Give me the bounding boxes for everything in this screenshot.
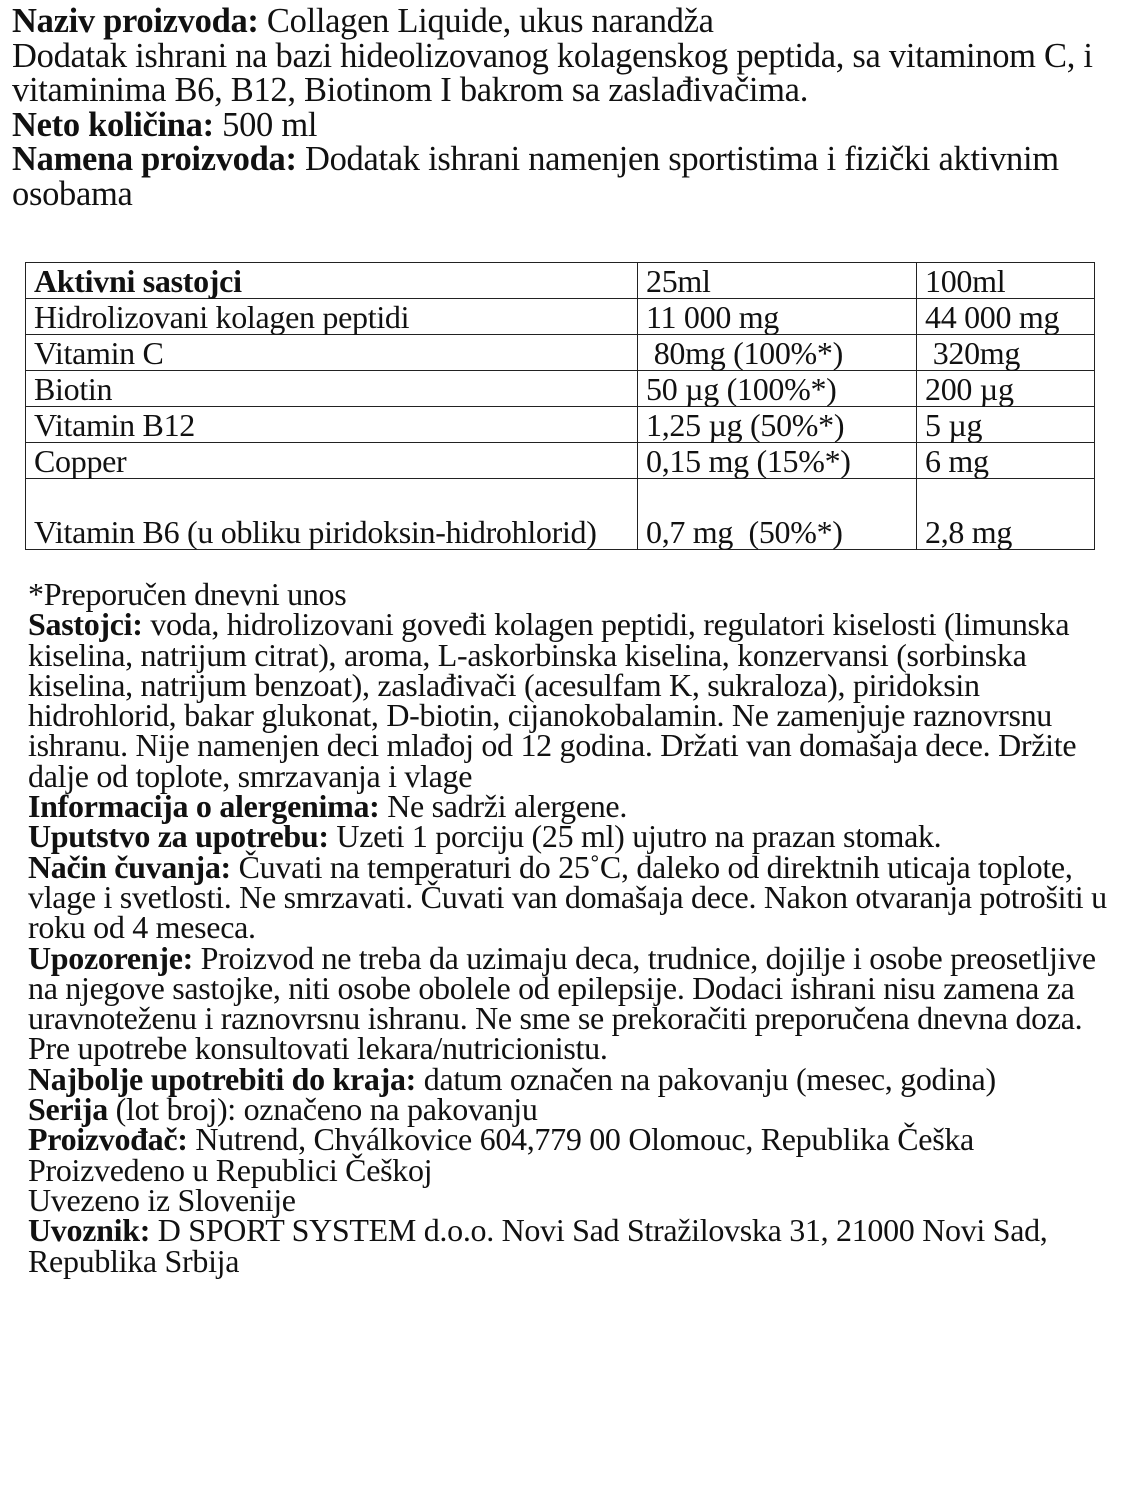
ingredient-25ml: 11 000 mg <box>638 299 917 335</box>
table-row <box>26 335 1095 371</box>
manufacturer-section <box>28 1121 1118 1158</box>
storage-section <box>28 848 1118 946</box>
allergen-section <box>28 788 1118 825</box>
product-header <box>12 4 1112 211</box>
ingredient-100ml: 200 µg <box>917 371 1095 407</box>
ingredient-25ml: 50 µg (100%*) <box>638 371 917 407</box>
usage-section <box>28 818 1118 855</box>
table-row <box>26 371 1095 407</box>
importer-label: Uvoznik: <box>28 1212 151 1249</box>
importer-section <box>28 1212 1118 1279</box>
ingredient-25ml: 1,25 µg (50%*) <box>638 407 917 443</box>
table-row <box>26 443 1095 479</box>
product-purpose-label: Namena proizvoda: <box>12 140 297 178</box>
produced-in: Proizvedeno u Republici Češkoj <box>28 1151 433 1188</box>
table-row <box>26 479 1095 550</box>
product-purpose-line <box>12 142 1112 211</box>
ingredients-section <box>28 606 1118 794</box>
footnote: *Preporučen dnevni unos <box>28 576 347 612</box>
ingredient-25ml: 0,15 mg (15%*) <box>638 443 917 479</box>
importer-text: D SPORT SYSTEM d.o.o. Novi Sad Stražilovska 31, 21000 Novi Sad, Republika Srbija <box>28 1212 1048 1279</box>
allergen-text: Ne sadrži alergene. <box>387 788 628 825</box>
best-before-label: Najbolje upotrebiti do kraja: <box>28 1060 417 1097</box>
warning-section <box>28 939 1118 1067</box>
product-description: Dodatak ishrani na bazi hideolizovanog kolagenskog peptida, sa vitaminom C, i vitaminima B6, B12, Biotinom I bakrom sa zaslađivačima. <box>12 36 1093 109</box>
warning-label: Upozorenje: <box>28 939 193 976</box>
ingredient-name: Hidrolizovani kolagen peptidi <box>26 299 638 335</box>
net-quantity-value: 500 ml <box>222 105 318 144</box>
table-header-25ml: 25ml <box>638 263 917 299</box>
usage-text: Uzeti 1 porciju (25 ml) ujutro na prazan stomak. <box>336 818 942 855</box>
manufacturer-label: Proizvođač: <box>28 1121 188 1158</box>
warning-text: Proizvod ne treba da uzimaju deca, trudnice, dojilje i osobe preosetljive na njegove sastojke, niti osobe obolele od epilepsije. Dodaci ishrani nisu zamena za uravnoteženu i raznovrsnu ishranu. Ne sme se prekoračiti preporučena dnevna doza. Pre upotrebe konsultovati lekara/nutricionistu. <box>28 939 1096 1067</box>
manufacturer-text: Nutrend, Chválkovice 604,779 00 Olomouc, Republika Češka <box>195 1121 974 1158</box>
best-before-section <box>28 1060 1118 1097</box>
ingredient-25ml: 0,7 mg (50%*) <box>638 479 917 550</box>
best-before-text: datum označen na pakovanju (mesec, godina) <box>423 1060 996 1097</box>
ingredient-name: Copper <box>26 443 638 479</box>
ingredients-text: voda, hidrolizovani goveđi kolagen peptidi, regulatori kiselosti (limunska kiselina, natrijum citrat), aroma, L-askorbinska kiselina, konzervansi (sorbinska kiselina, natrijum benzoat), zaslađivači (acesulfam K, sukraloza), piridoksin hidrohlorid, bakar glukonat, D-biotin, cijanokobalamin. Ne zamenjuje raznovrsnu ishranu. Nije namenjen deci mlađoj od 12 godina. Držati van domašaja dece. Držite dalje od toplote, smrzavanja i vlage <box>28 606 1077 794</box>
ingredient-100ml: 6 mg <box>917 443 1095 479</box>
table-row <box>26 299 1095 335</box>
table-row <box>26 407 1095 443</box>
lot-label: Serija <box>28 1091 108 1128</box>
ingredient-100ml: 5 µg <box>917 407 1095 443</box>
label-details <box>28 576 1118 1279</box>
ingredients-label: Sastojci: <box>28 606 143 643</box>
table-header-100ml: 100ml <box>917 263 1095 299</box>
ingredient-100ml: 44 000 mg <box>917 299 1095 335</box>
ingredient-100ml: 2,8 mg <box>917 479 1095 550</box>
ingredient-name: Vitamin C <box>26 335 638 371</box>
ingredient-100ml: 320mg <box>917 335 1095 371</box>
table-header-ingredient: Aktivni sastojci <box>26 263 638 299</box>
ingredient-name: Vitamin B6 (u obliku piridoksin-hidrohlorid) <box>26 479 638 550</box>
usage-label: Uputstvo za upotrebu: <box>28 818 329 855</box>
net-quantity-line <box>12 105 1112 144</box>
imported-from: Uvezeno iz Slovenije <box>28 1181 296 1218</box>
product-name-line <box>12 4 1112 39</box>
active-ingredients-table <box>25 262 1095 550</box>
lot-section <box>28 1091 1118 1128</box>
storage-text: Čuvati na temperaturi do 25˚C, daleko od direktnih uticaja toplote, vlage i svetlosti. Ne smrzavati. Čuvati van domašaja dece. Nakon otvaranja potrošiti u roku od 4 meseca. <box>28 848 1107 946</box>
net-quantity-label: Neto količina: <box>12 105 214 144</box>
lot-text: (lot broj): označeno na pakovanju <box>115 1091 538 1128</box>
allergen-label: Informacija o alergenima: <box>28 788 380 825</box>
table-header-row <box>26 263 1095 299</box>
product-name-label: Naziv proizvoda: <box>12 2 259 40</box>
ingredient-25ml: 80mg (100%*) <box>638 335 917 371</box>
product-name-value: Collagen Liquide, ukus narandža <box>266 2 714 40</box>
product-purpose-value: Dodatak ishrani namenjen sportistima i fizički aktivnim osobama <box>12 140 1059 213</box>
storage-label: Način čuvanja: <box>28 848 231 885</box>
ingredient-name: Biotin <box>26 371 638 407</box>
ingredient-name: Vitamin B12 <box>26 407 638 443</box>
